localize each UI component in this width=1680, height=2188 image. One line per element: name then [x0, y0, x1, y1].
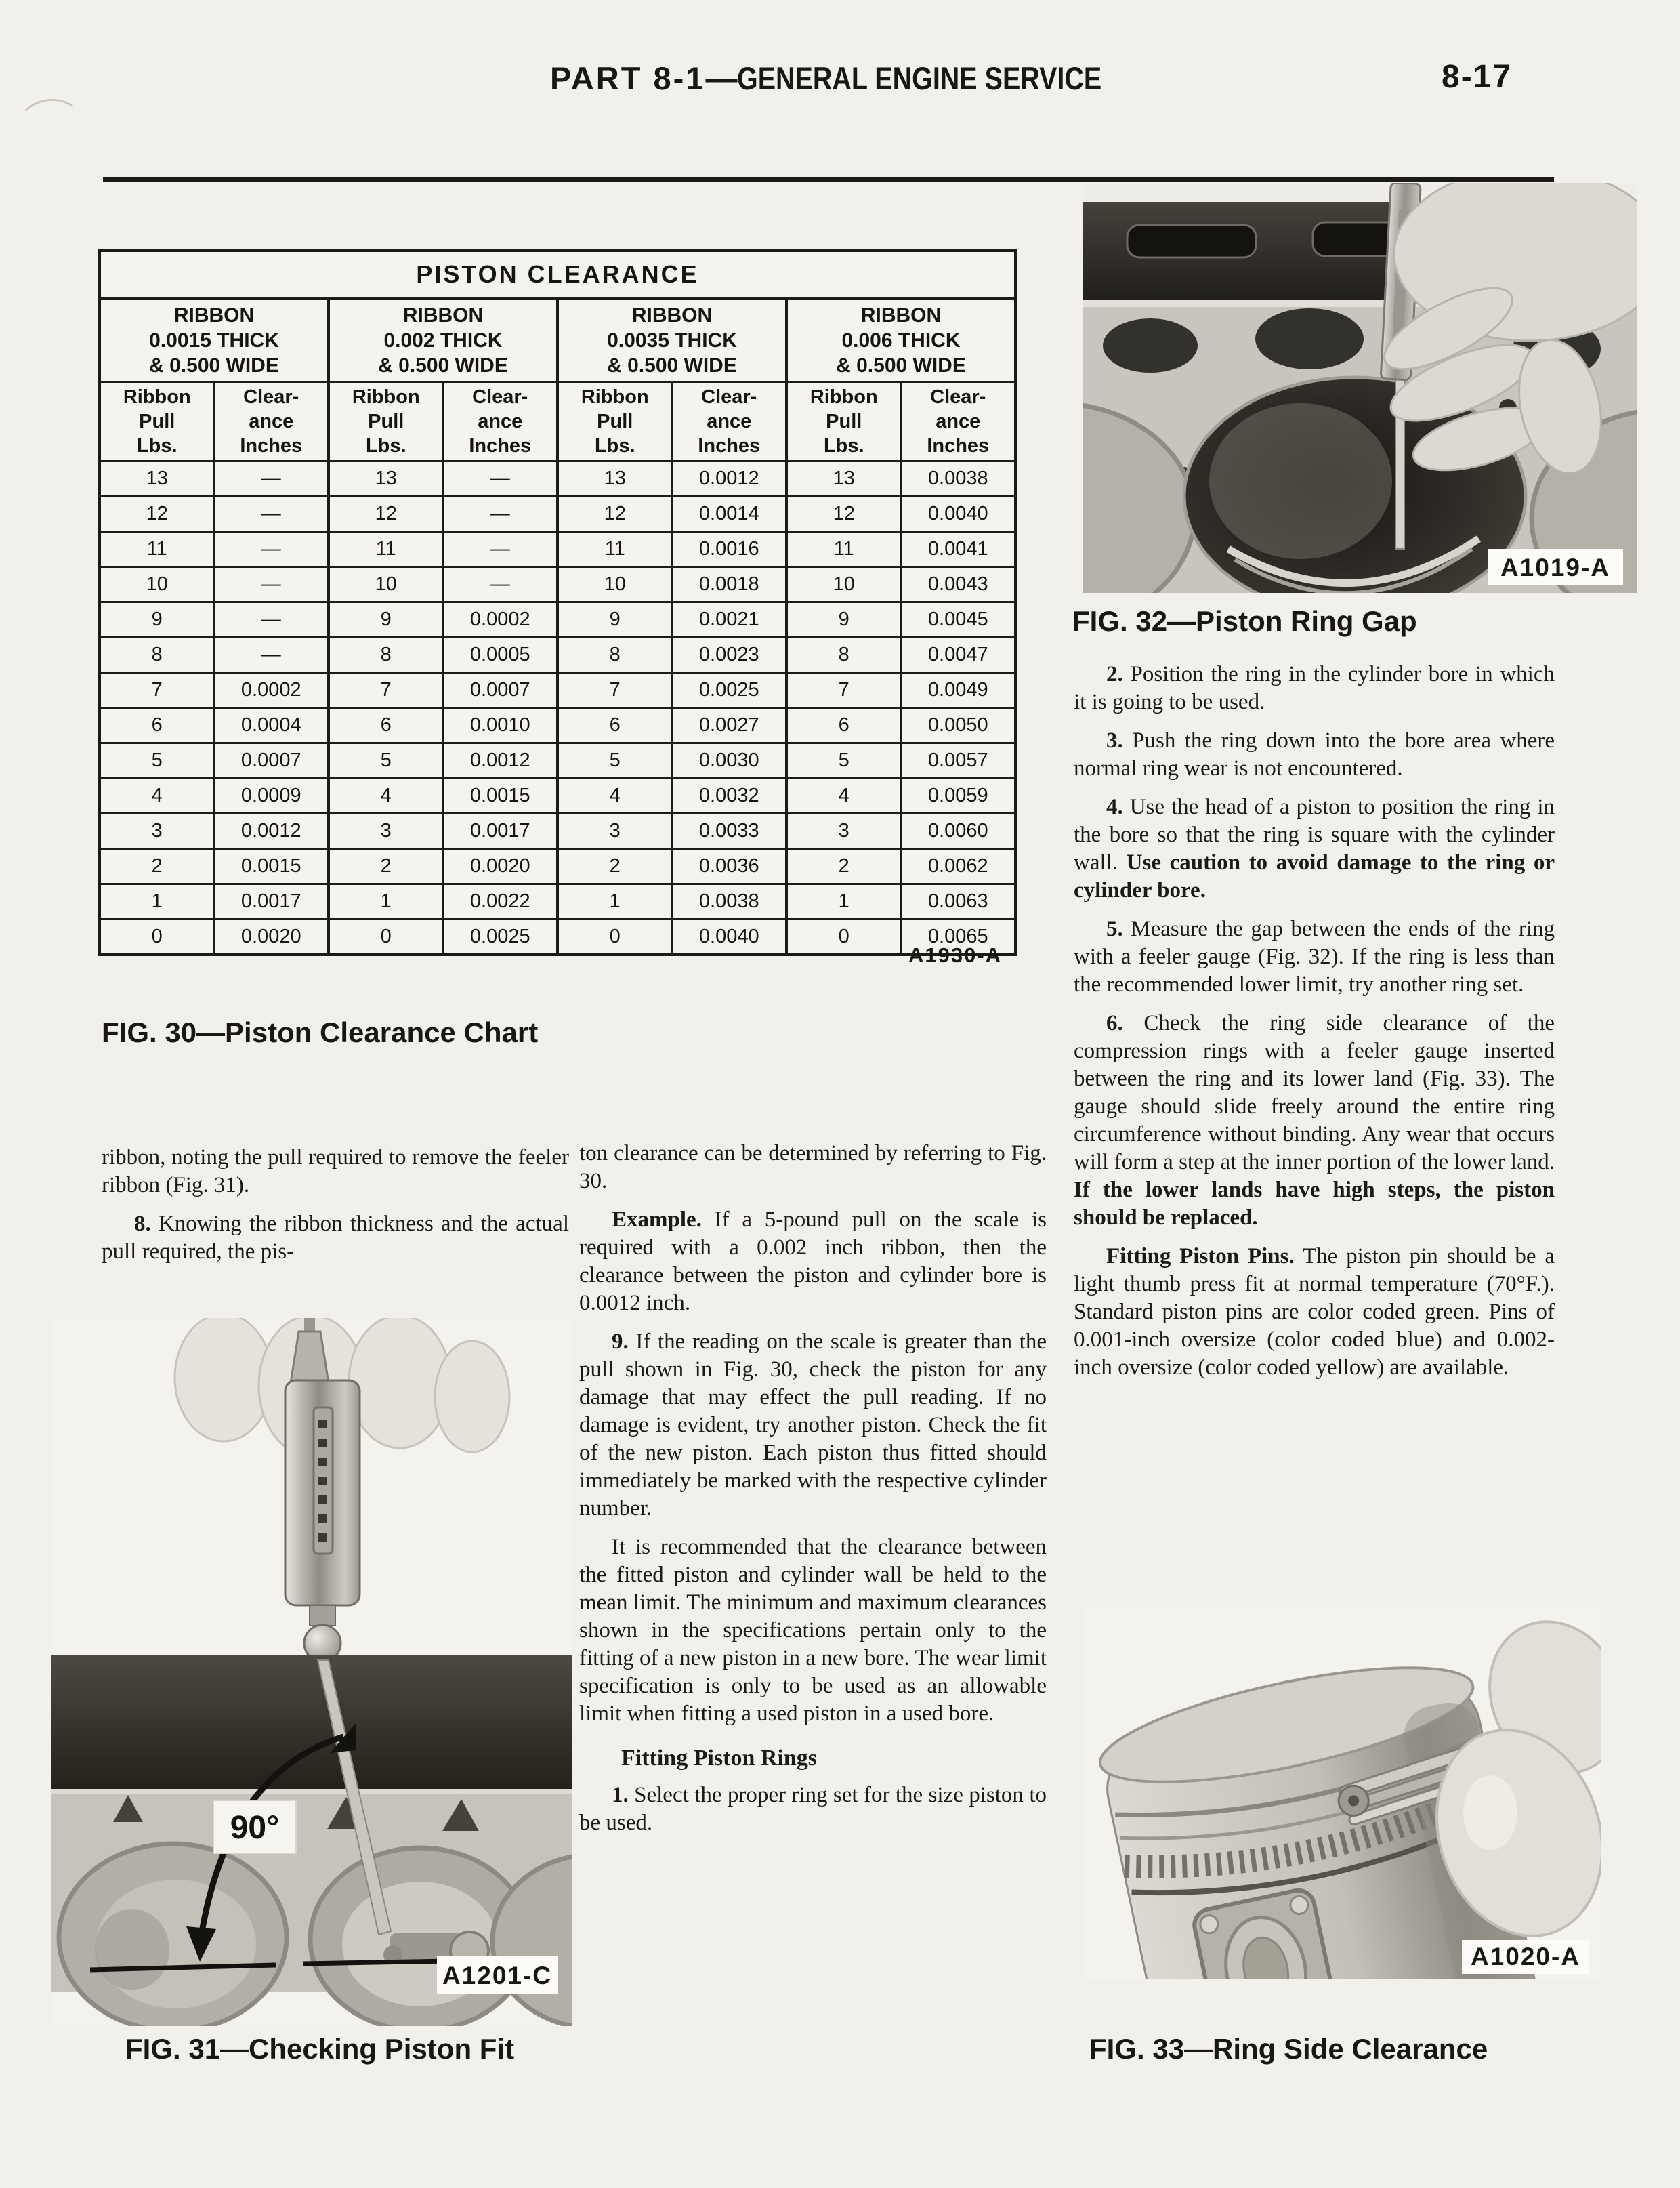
group-header: RIBBON 0.0035 THICK & 0.500 WIDE	[558, 298, 786, 382]
cell-clearance: —	[443, 567, 558, 602]
cell-ribbon-pull: 2	[329, 849, 443, 884]
table-row	[100, 920, 1015, 955]
cell-clearance: 0.0038	[672, 884, 786, 920]
cell-clearance: 0.0033	[672, 814, 786, 849]
cell-ribbon-pull: 0	[558, 920, 672, 955]
fig31-photo	[51, 1318, 572, 2026]
paragraph: 9. If the reading on the scale is greater than the pull shown in Fig. 30, check the piston for any damage that may effect the pull reading. If no damage is evident, try another piston. Check the fit of the new piston. Each piston thus fitted should immediately be marked with the respective cylinder number.	[579, 1329, 1047, 1521]
cell-clearance: 0.0043	[901, 567, 1015, 602]
cell-clearance: 0.0002	[443, 602, 558, 638]
cell-clearance: 0.0025	[443, 920, 558, 955]
cell-clearance: 0.0030	[672, 743, 786, 779]
table-row	[100, 602, 1015, 638]
cell-clearance: —	[443, 497, 558, 532]
cell-clearance: 0.0047	[901, 638, 1015, 673]
cell-ribbon-pull: 13	[786, 461, 901, 497]
cell-ribbon-pull: 10	[329, 567, 443, 602]
paragraph: 3. Push the ring down into the bore area where normal ring wear is not encountered.	[1074, 728, 1555, 781]
col-header-clearance: Clear- ance Inches	[672, 382, 786, 461]
photo-code-label	[437, 1956, 558, 1994]
cell-clearance: 0.0059	[901, 779, 1015, 814]
table-row	[100, 708, 1015, 743]
cell-clearance: 0.0007	[214, 743, 329, 779]
cell-ribbon-pull: 6	[558, 708, 672, 743]
cell-ribbon-pull: 11	[558, 532, 672, 567]
col-header-clearance: Clear- ance Inches	[443, 382, 558, 461]
cell-clearance: 0.0004	[214, 708, 329, 743]
fig31-caption: FIG. 31—Checking Piston Fit	[125, 2033, 515, 2065]
cell-ribbon-pull: 4	[786, 779, 901, 814]
cell-ribbon-pull: 7	[558, 673, 672, 708]
paragraph: 2. Position the ring in the cylinder bore in which it is going to be used.	[1074, 662, 1555, 714]
cell-clearance: 0.0012	[214, 814, 329, 849]
group-header: RIBBON 0.006 THICK & 0.500 WIDE	[786, 298, 1015, 382]
running-head	[550, 60, 1171, 97]
fig30-caption: FIG. 30—Piston Clearance Chart	[102, 1016, 539, 1048]
cell-ribbon-pull: 5	[100, 743, 214, 779]
cell-ribbon-pull: 9	[786, 602, 901, 638]
cell-clearance: 0.0010	[443, 708, 558, 743]
cell-clearance: 0.0062	[901, 849, 1015, 884]
svg-text:A1020-A: A1020-A	[1470, 1943, 1581, 1970]
cell-clearance: —	[443, 532, 558, 567]
cell-ribbon-pull: 0	[786, 920, 901, 955]
paragraph: Example. If a 5-pound pull on the scale is required with a 0.002 inch ribbon, then the clearance between the piston and cylinder bore is 0.0012 inch.	[579, 1207, 1047, 1315]
cell-clearance: 0.0005	[443, 638, 558, 673]
cell-ribbon-pull: 11	[786, 532, 901, 567]
cell-clearance: 0.0049	[901, 673, 1015, 708]
cell-clearance: 0.0015	[443, 779, 558, 814]
cell-clearance: 0.0002	[214, 673, 329, 708]
cell-clearance: 0.0065	[901, 920, 1015, 955]
table-row	[100, 849, 1015, 884]
cell-clearance: 0.0007	[443, 673, 558, 708]
cell-ribbon-pull: 11	[100, 532, 214, 567]
cell-ribbon-pull: 9	[100, 602, 214, 638]
cell-clearance: 0.0020	[214, 920, 329, 955]
svg-text:90°: 90°	[230, 1810, 280, 1846]
table-title: PISTON CLEARANCE	[100, 251, 1015, 298]
cell-ribbon-pull: 3	[100, 814, 214, 849]
piston-clearance-tbody	[100, 461, 1015, 955]
col-header-pull: Ribbon Pull Lbs.	[329, 382, 443, 461]
cell-ribbon-pull: 3	[558, 814, 672, 849]
cell-ribbon-pull: 2	[100, 849, 214, 884]
group-header-row	[100, 298, 1015, 382]
cell-ribbon-pull: 2	[786, 849, 901, 884]
table-row	[100, 532, 1015, 567]
cell-ribbon-pull: 2	[558, 849, 672, 884]
cell-ribbon-pull: 5	[329, 743, 443, 779]
cell-ribbon-pull: 12	[558, 497, 672, 532]
group-header: RIBBON 0.002 THICK & 0.500 WIDE	[329, 298, 558, 382]
cell-ribbon-pull: 6	[100, 708, 214, 743]
table-row	[100, 673, 1015, 708]
fig32-photo	[1083, 183, 1637, 593]
cell-ribbon-pull: 0	[329, 920, 443, 955]
fig33-caption: FIG. 33—Ring Side Clearance	[1089, 2033, 1488, 2065]
cell-ribbon-pull: 4	[329, 779, 443, 814]
svg-text:A1019-A: A1019-A	[1500, 554, 1611, 581]
cell-clearance: 0.0063	[901, 884, 1015, 920]
table-row	[100, 743, 1015, 779]
photo-code-label	[1462, 1940, 1589, 1974]
cell-ribbon-pull: 5	[558, 743, 672, 779]
cell-clearance: 0.0041	[901, 532, 1015, 567]
cell-ribbon-pull: 1	[786, 884, 901, 920]
cell-clearance: 0.0057	[901, 743, 1015, 779]
paragraph: 4. Use the head of a piston to position the ring in the bore so that the ring is square with the cylinder wall. Use caution to avoid damage to the ring or cylinder bore.	[1074, 795, 1555, 903]
photo-code-label	[1488, 549, 1623, 585]
cell-ribbon-pull: 3	[329, 814, 443, 849]
cell-clearance: —	[214, 638, 329, 673]
piston-clearance-table	[98, 249, 1017, 956]
cell-clearance: 0.0036	[672, 849, 786, 884]
cell-clearance: 0.0032	[672, 779, 786, 814]
header-rule	[103, 177, 1554, 182]
col-header-pull: Ribbon Pull Lbs.	[786, 382, 901, 461]
cell-clearance: 0.0027	[672, 708, 786, 743]
paragraph: ton clearance can be determined by referring to Fig. 30.	[579, 1141, 1047, 1193]
cell-clearance: 0.0015	[214, 849, 329, 884]
cell-clearance: —	[214, 532, 329, 567]
col-header-clearance: Clear- ance Inches	[901, 382, 1015, 461]
right-column	[1074, 661, 1555, 1392]
cell-ribbon-pull: 3	[786, 814, 901, 849]
cell-ribbon-pull: 0	[100, 920, 214, 955]
middle-column	[579, 1140, 1047, 1848]
cell-clearance: 0.0009	[214, 779, 329, 814]
cell-clearance: 0.0017	[443, 814, 558, 849]
table-row	[100, 567, 1015, 602]
group-header: RIBBON 0.0015 THICK & 0.500 WIDE	[100, 298, 329, 382]
cell-clearance: —	[443, 461, 558, 497]
paragraph: It is recommended that the clearance between the fitted piston and cylinder wall be held to the mean limit. The minimum and maximum clearances shown in the specifications pertain only to the fitting of a new piston in a new bore. The wear limit specification is only to be used as an allowable limit when fitting a used piston in a used bore.	[579, 1535, 1047, 1726]
cell-ribbon-pull: 7	[329, 673, 443, 708]
cell-ribbon-pull: 7	[100, 673, 214, 708]
cell-clearance: 0.0040	[672, 920, 786, 955]
section-heading: Fitting Piston Rings	[621, 1746, 818, 1771]
table-row	[100, 497, 1015, 532]
figure-code: A1930-A	[908, 943, 1003, 967]
cell-clearance: 0.0023	[672, 638, 786, 673]
cell-ribbon-pull: 8	[329, 638, 443, 673]
table-row	[100, 814, 1015, 849]
table-row	[100, 461, 1015, 497]
paragraph: 6. Check the ring side clearance of the compression rings with a feeler gauge inserted between the ring and its lower land (Fig. 33). The gauge should slide freely around the entire ring circumference without binding. Any wear that occurs will form a step at the inner portion of the lower land. If the lower lands have high steps, the piston should be replaced.	[1074, 1011, 1555, 1230]
table-row	[100, 779, 1015, 814]
cell-clearance: —	[214, 602, 329, 638]
cell-ribbon-pull: 12	[786, 497, 901, 532]
engine-block-side	[51, 1655, 572, 1789]
angle-callout	[213, 1800, 296, 1853]
cell-clearance: 0.0040	[901, 497, 1015, 532]
dash: —	[705, 60, 738, 96]
cell-ribbon-pull: 9	[558, 602, 672, 638]
page-number: 8-17	[1442, 59, 1513, 95]
cell-clearance: 0.0018	[672, 567, 786, 602]
cell-clearance: —	[214, 567, 329, 602]
cell-ribbon-pull: 7	[786, 673, 901, 708]
cell-ribbon-pull: 8	[786, 638, 901, 673]
part-label: PART 8-1	[550, 60, 706, 96]
pen-mark	[15, 96, 87, 157]
cell-ribbon-pull: 1	[558, 884, 672, 920]
paragraph: Fitting Piston Pins. The piston pin should be a light thumb press fit at normal temperature (70°F.). Standard piston pins are color coded green. Pins of 0.001-inch oversize (color coded blue) and 0.002-inch oversize (color coded yellow) are available.	[1074, 1244, 1555, 1380]
cell-clearance: 0.0017	[214, 884, 329, 920]
fig33-photo	[1083, 1609, 1601, 1979]
cell-clearance: 0.0014	[672, 497, 786, 532]
cell-ribbon-pull: 8	[100, 638, 214, 673]
cell-clearance: 0.0012	[443, 743, 558, 779]
cell-clearance: 0.0045	[901, 602, 1015, 638]
cell-clearance: 0.0050	[901, 708, 1015, 743]
left-column	[102, 1144, 569, 1277]
paragraph: 1. Select the proper ring set for the size piston to be used.	[579, 1783, 1047, 1835]
cell-clearance: 0.0021	[672, 602, 786, 638]
table-row	[100, 638, 1015, 673]
cell-ribbon-pull: 9	[329, 602, 443, 638]
cell-ribbon-pull: 4	[100, 779, 214, 814]
cell-clearance: —	[214, 497, 329, 532]
svg-text:A1201-C: A1201-C	[442, 1962, 553, 1989]
cell-clearance: 0.0022	[443, 884, 558, 920]
fig32-caption: FIG. 32—Piston Ring Gap	[1072, 605, 1417, 637]
cell-ribbon-pull: 12	[100, 497, 214, 532]
col-header-clearance: Clear- ance Inches	[214, 382, 329, 461]
cell-ribbon-pull: 10	[786, 567, 901, 602]
paragraph: ribbon, noting the pull required to remove the feeler ribbon (Fig. 31).	[102, 1145, 569, 1197]
cell-clearance: 0.0012	[672, 461, 786, 497]
cell-ribbon-pull: 13	[100, 461, 214, 497]
cell-clearance: 0.0016	[672, 532, 786, 567]
cell-ribbon-pull: 11	[329, 532, 443, 567]
cell-clearance: 0.0038	[901, 461, 1015, 497]
cell-ribbon-pull: 1	[329, 884, 443, 920]
cell-clearance: 0.0025	[672, 673, 786, 708]
cell-ribbon-pull: 10	[558, 567, 672, 602]
cell-clearance: 0.0060	[901, 814, 1015, 849]
col-header-pull: Ribbon Pull Lbs.	[100, 382, 214, 461]
cell-ribbon-pull: 13	[329, 461, 443, 497]
cell-ribbon-pull: 4	[558, 779, 672, 814]
cell-ribbon-pull: 1	[100, 884, 214, 920]
cell-clearance: 0.0020	[443, 849, 558, 884]
paragraph: 8. Knowing the ribbon thickness and the actual pull required, the pis-	[102, 1212, 569, 1264]
col-header-pull: Ribbon Pull Lbs.	[558, 382, 672, 461]
section-title: GENERAL ENGINE SERVICE	[737, 60, 1102, 96]
cell-ribbon-pull: 6	[786, 708, 901, 743]
cell-ribbon-pull: 8	[558, 638, 672, 673]
cell-ribbon-pull: 13	[558, 461, 672, 497]
paragraph: 5. Measure the gap between the ends of the ring with a feeler gauge (Fig. 32). If the ring is less than the recommended lower limit, try another ring set.	[1074, 917, 1555, 997]
cell-ribbon-pull: 5	[786, 743, 901, 779]
table-row	[100, 884, 1015, 920]
cell-ribbon-pull: 10	[100, 567, 214, 602]
sub-header-row	[100, 382, 1015, 461]
cell-clearance: —	[214, 461, 329, 497]
cell-ribbon-pull: 12	[329, 497, 443, 532]
cell-ribbon-pull: 6	[329, 708, 443, 743]
